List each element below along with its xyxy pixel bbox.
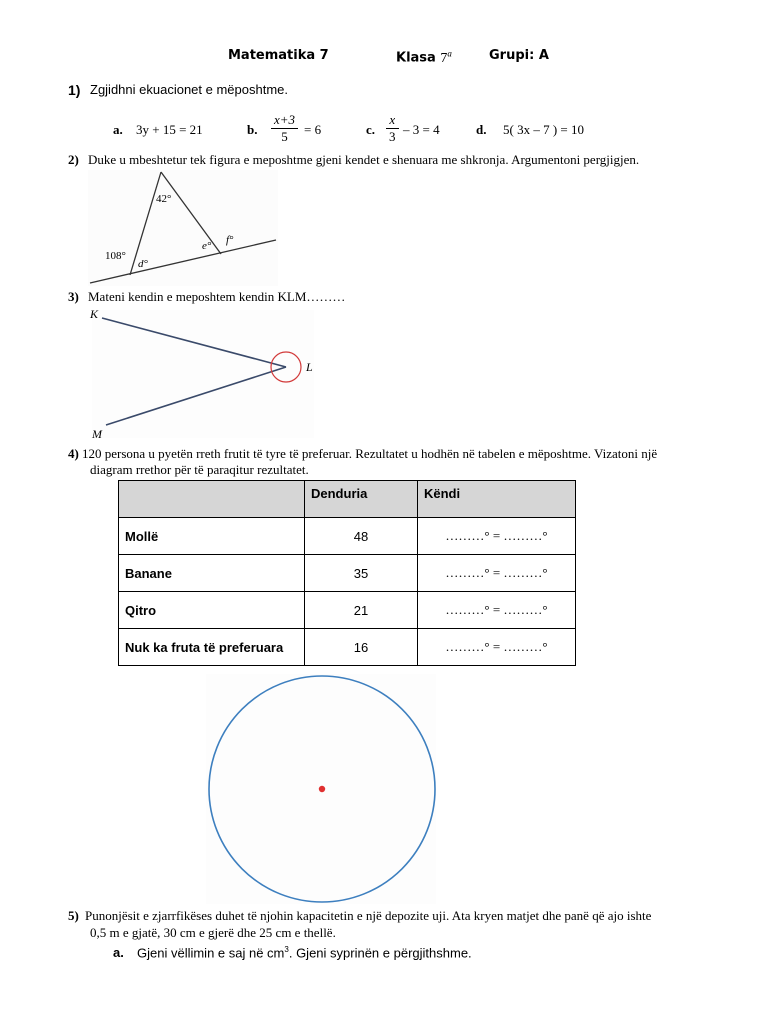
row-angle-blank: ………° = ………°: [418, 592, 576, 629]
q1-b-denominator: 5: [271, 128, 298, 145]
q5-text-line2: 0,5 m e gjatë, 30 cm e gjerë dhe 25 cm e thellë.: [90, 925, 336, 940]
row-fruit-name: Nuk ka fruta të preferuara: [119, 629, 305, 666]
q2-angle-d: d°: [138, 258, 148, 270]
q5-a-superscript: 3: [284, 945, 289, 954]
q5-text-line1: Punonjësit e zjarrfikëses duhet të njohin kapacitetin e një depozite uji. Ata kryen matjet dhe panë që ajo ishte: [85, 908, 652, 923]
group-label: Grupi: A: [489, 48, 549, 63]
pie-chart-circle-figure: [206, 674, 436, 904]
row-angle-blank: ………° = ………°: [418, 518, 576, 555]
q3-text: Mateni kendin e meposhtem kendin KLM………: [88, 289, 346, 304]
row-angle-blank: ………° = ………°: [418, 629, 576, 666]
subject-title: Matematika 7: [228, 48, 329, 63]
table-header-angle: Këndi: [418, 481, 576, 518]
q5-a-text: [137, 945, 472, 960]
q2-text: Duke u mbeshtetur tek figura e meposhtme gjeni kendet e shenuara me shkronja. Argumentoni pergjigjen.: [88, 152, 640, 167]
q1-d-label: d.: [476, 122, 487, 137]
q3-number: 3): [68, 289, 79, 304]
class-value: [440, 48, 452, 66]
q2-angle-f: f°: [226, 234, 234, 246]
q1-b-label: b.: [247, 122, 258, 137]
row-fruit-name: Banane: [119, 555, 305, 592]
q1-a-label: a.: [113, 122, 123, 137]
q4-text-line1: 120 persona u pyetën rreth frutit të tyre të preferuar. Rezultatet u hodhën në tabelen e mëposhtme. Vizatoni një: [82, 446, 658, 461]
q1-b-fraction: [271, 112, 298, 145]
q1-number: 1): [68, 82, 81, 98]
q4-text-line2: diagram rrethor për të paraqitur rezultatet.: [90, 462, 309, 477]
table-header-row: [119, 481, 576, 518]
q2-triangle-figure: [88, 170, 278, 286]
q1-a-equation: 3y + 15 = 21: [136, 122, 203, 137]
q2-number: 2): [68, 152, 79, 167]
q1-d-equation: 5( 3x – 7 ) = 10: [503, 122, 584, 137]
q4-number: 4): [68, 446, 79, 461]
q2-figure-background: [88, 170, 278, 286]
q2-angle-e: e°: [202, 240, 212, 252]
table-row: [119, 518, 576, 555]
q5-number: 5): [68, 908, 79, 923]
table-row: [119, 592, 576, 629]
frequency-table: [118, 480, 576, 666]
q1-b-numerator: x+3: [274, 112, 296, 127]
table-header-empty: [119, 481, 305, 518]
row-frequency: 35: [305, 555, 418, 592]
q1-c-label: c.: [366, 122, 376, 137]
class-label-text: Klasa: [396, 50, 436, 66]
q1-c-rest: – 3 = 4: [403, 122, 440, 137]
q5-a-text-pre: Gjeni vëllimin e saj në cm: [137, 945, 285, 961]
row-frequency: 48: [305, 518, 418, 555]
q2-angle-top: 42°: [156, 193, 172, 205]
row-fruit-name: Qitro: [119, 592, 305, 629]
table-header-frequency: Denduria: [305, 481, 418, 518]
class-number: 7: [440, 50, 448, 66]
pie-center-dot: [319, 786, 325, 792]
q3-label-l: L: [306, 360, 313, 374]
class-superscript: a: [447, 48, 452, 58]
q1-text: Zgjidhni ekuacionet e mëposhtme.: [90, 82, 289, 97]
row-frequency: 21: [305, 592, 418, 629]
q3-label-k: K: [90, 307, 99, 321]
class-label: [396, 48, 452, 67]
q1-b-rest: = 6: [304, 122, 322, 137]
row-angle-blank: ………° = ………°: [418, 555, 576, 592]
q3-angle-figure: [86, 304, 318, 444]
table-row: [119, 629, 576, 666]
q1-c-fraction: [386, 112, 399, 145]
q1-c-denominator: 3: [386, 128, 399, 145]
q1-c-numerator: x: [389, 112, 396, 127]
table-row: [119, 555, 576, 592]
q5-a-label: a.: [113, 945, 124, 960]
row-frequency: 16: [305, 629, 418, 666]
q3-label-m: M: [92, 427, 102, 441]
row-fruit-name: Mollë: [119, 518, 305, 555]
q2-angle-left: 108°: [105, 250, 126, 262]
q5-a-text-post: . Gjeni syprinën e përgjithshme.: [288, 945, 472, 961]
